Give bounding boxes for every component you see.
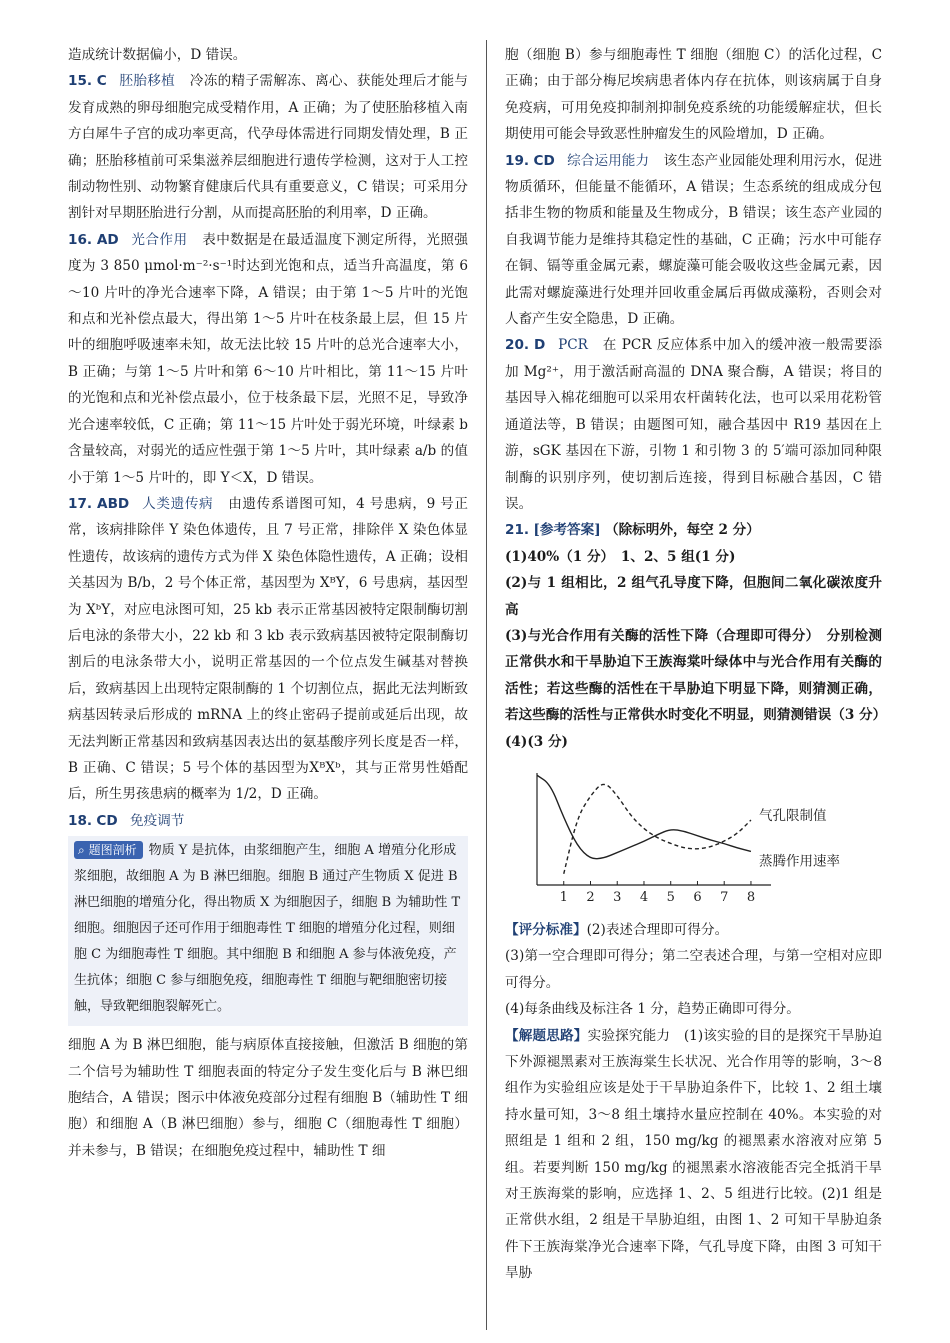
- x-tick-label-6: 6: [693, 889, 702, 905]
- x-tick-label-1: 1: [559, 889, 568, 905]
- series-label-transpiration-rate: 蒸腾作用速率: [758, 853, 840, 870]
- q20-number: 20.: [505, 337, 530, 354]
- question-18: [68, 808, 468, 834]
- q18-text: 细胞 A 为 B 淋巴细胞，能与病原体直接接触，但激活 B 细胞的第二个信号为辅助性 T 细胞表面的特定分子发生变化后与 B 淋巴细胞结合，A 错误；图示中体液免疫部分过程有细胞 B（辅助性 T 细胞）和细胞 A（B 淋巴细胞）参与，细胞 C（细胞毒性 T 细胞）并未参与，B 错误；在细胞免疫过程中，辅助性 T 细: [68, 1037, 468, 1159]
- q17-answer: ABD: [97, 495, 130, 512]
- q15-topic: 胚胎移植: [119, 73, 176, 90]
- solution-text: 实验探究能力 (1)该实验的目的是探究干旱胁迫下外源褪黑素对王族海棠生长状况、光合作用等的影响，3～8 组作为实验组应该是处于干旱胁迫条件下，比较 1、2 组土壤持水量可知，3～8 组土壤持水量应控制在 40%。本实验的对照组是 1 组和 2 组，150 mg/kg 的褪黑素水溶液对应第 5 组。若要判断 150 mg/kg 的褪黑素水溶液能否完全抵消干旱对王族海棠的影响，应选择 1、2、5 组进行比较。(2)1 组是正常供水组，2 组是干旱胁迫组，由图 1、2 可知干旱胁迫条件下王族海棠净光合速率下降，气孔导度下降，由图 3 可知干旱胁: [505, 1027, 882, 1282]
- answer-chart-svg: [527, 763, 867, 913]
- q17-topic: 人类遗传病: [142, 495, 214, 512]
- magnifier-icon: ⌕: [78, 843, 85, 858]
- scoring-label: 【评分标准】: [505, 921, 587, 938]
- q21-number: 21.: [505, 522, 530, 539]
- answer-chart: [527, 763, 867, 913]
- q19-answer: CD: [533, 152, 555, 169]
- question-15: [68, 68, 468, 226]
- q18-number: 18.: [68, 812, 93, 829]
- q18-analysis-text: 物质 Y 是抗体，由浆细胞产生，细胞 A 增殖分化形成浆细胞，故细胞 A 为 B 淋巴细胞。细胞 B 通过产生物质 X 促进 B 淋巴细胞的增殖分化，得出物质 X 为细胞因子，细胞 B 为辅助性 T 细胞。细胞因子还可作用于细胞毒性 T 细胞的增殖分化过程，则细胞 C 为细胞毒性 T 细胞。其中细胞 B 和细胞 A 参与体液免疫，产生抗体；细胞 C 参与细胞免疫，细胞毒性 T 细胞与靶细胞密切接触，导致靶细胞裂解死亡。: [74, 843, 461, 1015]
- q19-topic: 综合运用能力: [567, 152, 650, 169]
- q15-answer: C: [96, 73, 107, 90]
- question-19: [505, 148, 882, 333]
- q19-number: 19.: [505, 152, 530, 169]
- left-top-line: 造成统计数据偏小，D 错误。: [68, 47, 247, 63]
- series-line-stomatal-limitation: [564, 784, 751, 873]
- q16-topic: 光合作用: [131, 231, 188, 248]
- x-tick-label-7: 7: [720, 889, 729, 905]
- q16-text: 表中数据是在最适温度下测定所得，光照强度为 3 850 μmol·m⁻²·s⁻¹时达到光饱和点，适当升高温度，第 6～10 片叶的净光合速率下降，A 错误；由于第 1～5 片叶的光饱和点和光补偿点最大，得出第 1～5 片叶在枝条最上层，但 15 片叶的细胞呼吸速率未知，故无法比较 15 片叶的总光合速率大小，B 正确；与第 1～5 片叶和第 6～10 片叶相比，第 11～15 片叶的光饱和点和光补偿点最小，位于枝条最下层，光照不足，导致净光合速率较低，C 正确；第 11～15 片叶处于弱光环境，叶绿素 b 含量较高，对弱光的适应性强于第 1～5 片叶，其叶绿素 a/b 的值小于第 1～5 片叶的，即 Y＜X，D 错误。: [68, 231, 469, 486]
- q18-topic: 免疫调节: [130, 812, 185, 829]
- q15-text: 冷冻的精子需解冻、离心、获能处理后才能与发育成熟的卵母细胞完成受精作用，A 正确；为了使胚胎移植入南方白犀牛子宫的成功率更高，代孕母体需进行同期发情处理，B 正确；胚胎移植前可采集滋养层细胞进行遗传学检测，这对于人工控制动物性别、动物繁育健康后代具有重要意义，C 错误；可采用分割针对早期胚胎进行分割，从而提高胚胎的利用率，D 正确。: [68, 73, 468, 222]
- x-tick-label-2: 2: [586, 889, 595, 905]
- q17-number: 17.: [68, 495, 93, 512]
- solution-idea: [505, 1023, 882, 1287]
- q20-text: 在 PCR 反应体系中加入的缓冲液一般需要添加 Mg²⁺，用于激活耐高温的 DNA 聚合酶，A 错误；将目的基因导入棉花细胞可以采用农杆菌转化法，也可以采用花粉管通道法等，B 错误；由题图可知，融合基因中 R19 基因在上游，sGK 基因在下游，引物 1 和引物 3 的 5′端可添加同种限制酶的识别序列，使切割后连接，得到目标融合基因，C 错误。: [505, 337, 882, 512]
- question-16: [68, 227, 468, 491]
- right-column: [505, 42, 887, 1287]
- scoring-item-3: (3)第一空合理即可得分；第二空表述合理，与第一空相对应即可得分。: [505, 948, 882, 991]
- q16-number: 16.: [68, 231, 93, 248]
- scoring-item-4: (4)每条曲线及标注各 1 分，趋势正确即可得分。: [505, 1001, 800, 1018]
- scoring-criteria: [505, 917, 882, 943]
- x-tick-label-8: 8: [746, 889, 756, 905]
- q21-answer-4: (4)(3 分): [505, 733, 568, 750]
- series-label-stomatal-limitation: 气孔限制值: [758, 808, 827, 825]
- question-17: [68, 491, 468, 808]
- series-line-transpiration-rate: [537, 775, 751, 858]
- q20-topic: PCR: [558, 337, 588, 354]
- q20-answer: D: [533, 337, 546, 354]
- q17-text: 由遗传系谱图可知，4 号患病，9 号正常，该病排除伴 Y 染色体遗传，且 7 号正常，排除伴 X 染色体显性遗传，故该病的遗传方式为伴 X 染色体隐性遗传，A 正确；设相关基因为 B/b，2 号个体正常，基因型为 XᴮY，6 号患病，基因型为 XᵇY，对应电泳图可知，25 kb 表示正常基因被特定限制酶切割后电泳的条带大小，22 kb 和 3 kb 表示致病基因被特定限制酶切割后的电泳条带大小，说明正常基因的一个位点发生碱基对替换后，致病基因上出现特定限制酶的 1 个切割位点，据此无法判断致病基因转录后形成的 mRNA 上的终止密码子提前或延后出现，故无法判断正常基因和致病基因表达出的氨基酸序列长度是否一样，B 正确、C 错误；5 号个体的基因型为XᴮXᵇ，其与正常男性婚配后，所生男孩患病的概率为 1/2，D 正确。: [68, 495, 468, 803]
- q19-text: 该生态产业园能处理利用污水，促进物质循环，但能量不能循环，A 错误；生态系统的组成成分包括非生物的物质和能量及生物成分，B 错误；该生态产业园的自我调节能力是维持其稳定性的基础，C 正确；污水中可能存在铜、镉等重金属元素，螺旋藻可能会吸收这些金属元素，因此需对螺旋藻进行处理并回收重金属后再做成藻粉，否则会对人畜产生安全隐患，D 正确。: [505, 152, 882, 328]
- q18-answer: CD: [96, 812, 118, 829]
- x-tick-label-3: 3: [613, 889, 622, 905]
- question-20: [505, 332, 882, 517]
- q21-answer-3: (3)与光合作用有关酶的活性下降（合理即可得分） 分别检测正常供水和干旱胁迫下王族海棠叶绿体中与光合作用有关酶的活性；若这些酶的活性在干旱胁迫下明显下降，则猜测正确，若这些酶的活性与正常供水时变化不明显，则猜测错误（3 分）: [505, 627, 887, 724]
- badge-label: 题图剖析: [88, 843, 137, 858]
- q18-continued: 胞（细胞 B）参与细胞毒性 T 细胞（细胞 C）的活化过程，C 正确；由于部分梅尼埃病患者体内存在抗体，则该病属于自身免疫病，可用免疫抑制剂抑制免疫系统的功能缓解症状，但长期使用可能会导致恶性肿瘤发生的风险增加，D 正确。: [505, 47, 882, 143]
- scoring-item-2: (2)表述合理即可得分。: [586, 921, 729, 938]
- q15-number: 15.: [68, 73, 93, 90]
- q16-answer: AD: [96, 231, 119, 248]
- q21-answer-2: (2)与 1 组相比，2 组气孔导度下降，但胞间二氧化碳浓度升高: [505, 575, 882, 618]
- figure-analysis-badge: [74, 841, 143, 859]
- x-tick-label-5: 5: [666, 889, 675, 905]
- question-21-header: [505, 517, 882, 543]
- q18-figure-analysis-box: [68, 836, 468, 1026]
- q21-answer-1: (1)40%（1 分） 1、2、5 组(1 分): [505, 548, 736, 565]
- q21-ref-label: [参考答案]: [533, 522, 601, 539]
- solution-label: 【解题思路】: [505, 1027, 588, 1044]
- x-tick-label-4: 4: [639, 889, 649, 905]
- column-divider: [486, 40, 487, 1330]
- q21-ref-note: （除标明外，每空 2 分）: [605, 522, 760, 539]
- left-column: [68, 42, 468, 1164]
